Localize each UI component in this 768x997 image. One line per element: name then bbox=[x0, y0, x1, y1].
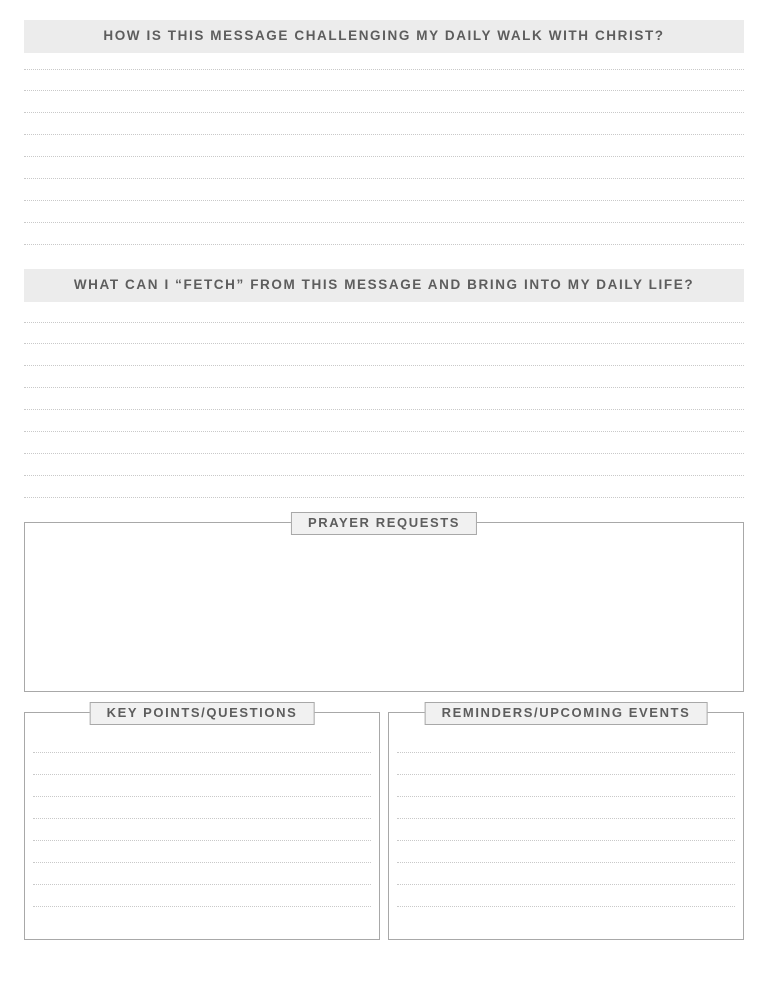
writing-line[interactable] bbox=[24, 410, 744, 432]
writing-line[interactable] bbox=[24, 322, 744, 344]
reminders-title: REMINDERS/UPCOMING EVENTS bbox=[425, 702, 708, 725]
reminders-column bbox=[388, 704, 744, 940]
reminders-box[interactable] bbox=[388, 704, 744, 940]
prayer-requests-title: PRAYER REQUESTS bbox=[291, 512, 477, 535]
writing-line[interactable] bbox=[24, 69, 744, 91]
writing-line[interactable] bbox=[397, 819, 735, 841]
writing-line[interactable] bbox=[24, 344, 744, 366]
key-points-writing-area[interactable] bbox=[25, 713, 379, 915]
spacer-after-fetch-heading bbox=[24, 302, 744, 322]
writing-line[interactable] bbox=[24, 432, 744, 454]
writing-line[interactable] bbox=[397, 863, 735, 885]
writing-line[interactable] bbox=[24, 201, 744, 223]
writing-line[interactable] bbox=[397, 731, 735, 753]
writing-line[interactable] bbox=[24, 179, 744, 201]
key-points-column bbox=[24, 704, 380, 940]
writing-line[interactable] bbox=[397, 775, 735, 797]
writing-line[interactable] bbox=[33, 797, 371, 819]
writing-line[interactable] bbox=[24, 476, 744, 498]
prayer-requests-box[interactable] bbox=[24, 514, 744, 692]
key-points-title: KEY POINTS/QUESTIONS bbox=[90, 702, 315, 725]
writing-line[interactable] bbox=[397, 797, 735, 819]
writing-line[interactable] bbox=[33, 885, 371, 907]
writing-line[interactable] bbox=[24, 223, 744, 245]
writing-line[interactable] bbox=[24, 366, 744, 388]
writing-line[interactable] bbox=[33, 863, 371, 885]
section-heading-fetch: WHAT CAN I “FETCH” FROM THIS MESSAGE AND BRING INTO MY DAILY LIFE? bbox=[24, 269, 744, 302]
writing-lines-key-points[interactable] bbox=[33, 731, 371, 907]
section-heading-challenge: HOW IS THIS MESSAGE CHALLENGING MY DAILY WALK WITH CHRIST? bbox=[24, 20, 744, 53]
writing-line[interactable] bbox=[397, 885, 735, 907]
writing-line[interactable] bbox=[24, 454, 744, 476]
writing-lines-challenge[interactable] bbox=[24, 69, 744, 245]
writing-line[interactable] bbox=[397, 753, 735, 775]
spacer-after-challenge-heading bbox=[24, 53, 744, 69]
writing-line[interactable] bbox=[24, 91, 744, 113]
writing-line[interactable] bbox=[24, 157, 744, 179]
writing-line[interactable] bbox=[33, 841, 371, 863]
spacer-between-sections bbox=[24, 245, 744, 269]
writing-line[interactable] bbox=[397, 841, 735, 863]
writing-line[interactable] bbox=[33, 775, 371, 797]
key-points-box[interactable] bbox=[24, 704, 380, 940]
top-spacer bbox=[24, 0, 744, 20]
writing-line[interactable] bbox=[24, 388, 744, 410]
writing-lines-reminders[interactable] bbox=[397, 731, 735, 907]
writing-line[interactable] bbox=[24, 135, 744, 157]
writing-line[interactable] bbox=[24, 113, 744, 135]
bottom-columns bbox=[24, 704, 744, 940]
writing-lines-fetch[interactable] bbox=[24, 322, 744, 498]
writing-line[interactable] bbox=[33, 819, 371, 841]
reminders-writing-area[interactable] bbox=[389, 713, 743, 915]
writing-line[interactable] bbox=[33, 731, 371, 753]
writing-line[interactable] bbox=[33, 753, 371, 775]
